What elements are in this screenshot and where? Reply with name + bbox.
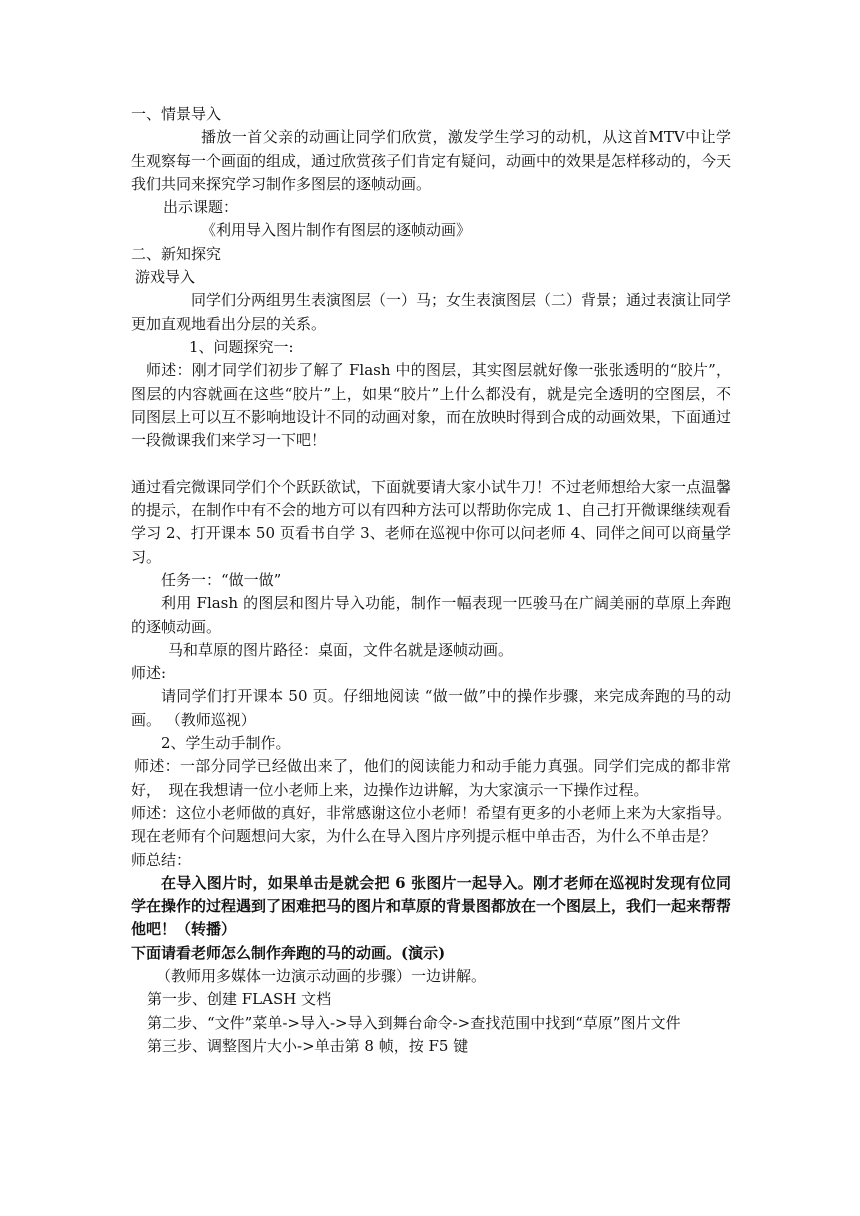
task-heading: 任务一：“做一做” xyxy=(161,570,282,589)
summary-label: 师总结： xyxy=(131,850,192,869)
topic-title: 《利用导入图片制作有图层的逐帧动画》 xyxy=(201,221,472,240)
paragraph-explain: （教师用多媒体一边演示动画的步骤）一边讲解。 xyxy=(156,966,487,985)
paragraph-teacher-2: 师述：一部分同学已经做出来了，他们的阅读能力和动手能力真强。同学们完成的都非常好， 现在我想请一位小老师上来，边操作边讲解，为大家演示一下操作过程。 xyxy=(131,757,731,799)
topic-label: 出示课题： xyxy=(163,198,239,217)
paragraph-intro: 播放一首父亲的动画让同学们欣赏，激发学生学习的动机，从这首MTV中让学生观察每一个画面的组成，通过欣赏孩子们肯定有疑问，动画中的效果是怎样移动的，今天我们共同来探究学习制作多图层的逐帧动画。 xyxy=(131,128,732,193)
subheading-practice: 2、学生动手制作。 xyxy=(161,734,291,753)
blank-line xyxy=(131,452,731,475)
document-body xyxy=(131,103,731,1058)
paragraph-path: 马和草原的图片路径：桌面，文件名就是逐帧动画。 xyxy=(168,640,514,659)
paragraph-textbook: 请同学们打开课本 50 页。仔细地阅读 “做一做”中的操作步骤，来完成奔跑的马的动画。 （教师巡视） xyxy=(131,687,731,729)
paragraph-game: 同学们分两组男生表演图层（一）马；女生表演图层（二）背景；通过表演让同学更加直观地看出分层的关系。 xyxy=(131,291,732,333)
section-heading-2: 二、新知探究 xyxy=(131,244,222,263)
paragraph-demo: 下面请看老师怎么制作奔跑的马的动画。(演示) xyxy=(131,943,446,962)
step-1: 第一步、创建 FLASH 文档 xyxy=(147,990,332,1009)
paragraph-task: 利用 Flash 的图层和图片导入功能，制作一幅表现一匹骏马在广阔美丽的草原上奔跑的逐帧动画。 xyxy=(131,594,731,636)
step-3: 第三步、调整图片大小->单击第 8 帧，按 F5 键 xyxy=(147,1036,469,1055)
subheading-game: 游戏导入 xyxy=(135,268,196,287)
subheading-question-1: 1、问题探究一: xyxy=(189,337,294,356)
paragraph-teacher-1: 师述：刚才同学们初步了解了 Flash 中的图层，其实图层就好像一张张透明的“胶片”，图层的内容就画在这些“胶片”上，如果“胶片”上什么都没有，就是完全透明的空图层，不同图层上可以互不影响地设计不同的动画对象，而在放映时得到合成的动画效果，下面通过一段微课我们来学习一下吧！ xyxy=(131,361,732,450)
paragraph-microlesson: 通过看完微课同学们个个跃跃欲试，下面就要请大家小试牛刀！不过老师想给大家一点温馨的提示，在制作中有不会的地方可以有四种方法可以帮助你完成 1、自己打开微课继续观看学习 2、打开课本 50 页看书自学 3、老师在巡视中你可以问老师 4、同伴之间可以商量学习。 xyxy=(131,477,732,566)
paragraph-summary: 在导入图片时，如果单击是就会把 6 张图片一起导入。刚才老师在巡视时发现有位同学在操作的过程遇到了困难把马的图片和草原的背景图都放在一个图层上，我们一起来帮帮他吧！（转播） xyxy=(131,873,732,939)
section-heading-1: 一、情景导入 xyxy=(131,105,222,123)
paragraph-teacher-3: 师述：这位小老师做的真好，非常感谢这位小老师！希望有更多的小老师上来为大家指导。现在老师有个问题想问大家，为什么在导入图片序列提示框中单击否，为什么不单击是？ xyxy=(131,803,732,846)
step-2: 第二步、“文件”菜单->导入->导入到舞台命令->查找范围中找到“草原”图片文件 xyxy=(147,1013,681,1032)
teacher-label-1: 师述: xyxy=(131,664,167,683)
